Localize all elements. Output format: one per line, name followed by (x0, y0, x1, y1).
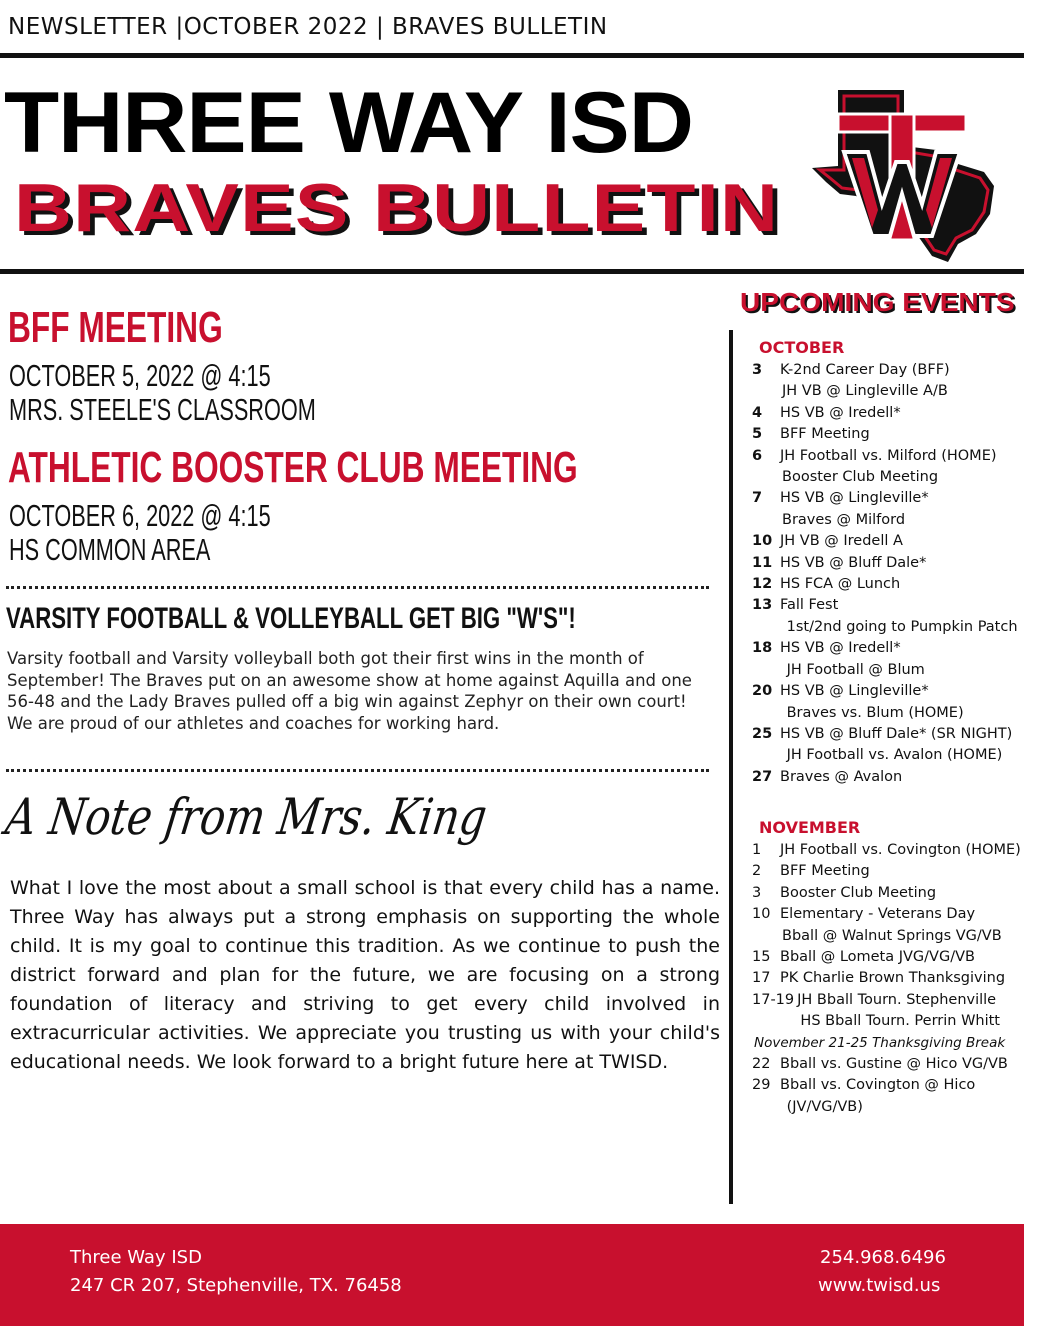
article-line: 56-48 and the Lady Braves pulled off a big win against Zephyr on their own court! (7, 692, 687, 711)
event-item (752, 724, 1038, 745)
event-day (752, 660, 780, 681)
footer (0, 1224, 1024, 1326)
event-item (752, 883, 1038, 904)
masthead-title: THREE WAY ISD (4, 75, 693, 171)
event-day (752, 926, 780, 947)
october-heading: OCTOBER (759, 338, 845, 357)
event-item (752, 531, 1038, 552)
event-text: HS Bball Tourn. Perrin Whitt (782, 1013, 1000, 1030)
footer-phone: 254.968.6496 (820, 1247, 946, 1268)
event-text: JH Football @ Blum (782, 661, 925, 678)
event-text: PK Charlie Brown Thanksgiving (780, 970, 1006, 987)
event-text: Braves @ Milford (782, 511, 906, 528)
event-day: 2 (752, 863, 762, 880)
note-title-script (2, 776, 588, 858)
column-divider (729, 330, 733, 1204)
event-text: 1st/2nd going to Pumpkin Patch (782, 618, 1018, 635)
event-item (752, 703, 1038, 724)
article-body (7, 648, 712, 734)
event-day (752, 381, 780, 402)
event-item (752, 638, 1038, 659)
event-item (752, 510, 1038, 531)
masthead-subtitle: BRAVES BULLETIN (14, 170, 780, 246)
bff-meeting-location: MRS. STEELE'S CLASSROOM (9, 392, 316, 427)
event-day (752, 1097, 780, 1118)
article-headline: VARSITY FOOTBALL & VOLLEYBALL GET BIG "W'S"! (6, 602, 576, 635)
footer-org: Three Way ISD (70, 1247, 202, 1268)
event-text: BFF Meeting (780, 426, 870, 443)
event-day: 10 (752, 906, 771, 923)
booster-meeting-location: HS COMMON AREA (9, 532, 211, 567)
event-text: Booster Club Meeting (782, 469, 939, 486)
event-text: Booster Club Meeting (780, 884, 937, 901)
event-item (752, 595, 1038, 616)
booster-meeting-title: ATHLETIC BOOSTER CLUB MEETING (8, 443, 578, 492)
event-day: 4 (752, 404, 763, 421)
event-item (752, 660, 1038, 681)
event-text: HS VB @ Bluff Dale* (SR NIGHT) (780, 725, 1013, 742)
event-day (752, 745, 780, 766)
article-line: We are proud of our athletes and coaches for working hard. (7, 713, 500, 733)
event-day (752, 467, 780, 488)
note-title-text: A Note from Mrs. King (2, 787, 588, 846)
event-text: Braves vs. Blum (HOME) (782, 704, 964, 721)
event-text: (JV/VG/VB) (782, 1098, 863, 1115)
event-day: 25 (752, 725, 773, 742)
event-day: 5 (752, 426, 763, 443)
footer-address: 247 CR 207, Stephenville, TX. 76458 (70, 1275, 402, 1296)
event-day: 17-19 (752, 991, 795, 1008)
article-line: Varsity football and Varsity volleyball both got their first wins in the month of (7, 649, 644, 668)
event-item (752, 926, 1038, 947)
event-text: JH VB @ Lingleville A/B (782, 383, 948, 400)
event-item (752, 360, 1038, 381)
event-text: JH Football vs. Covington (HOME) (780, 842, 1021, 858)
event-item (752, 1075, 1038, 1096)
event-text: Bball @ Walnut Springs VG/VB (782, 927, 1002, 944)
event-day: 7 (752, 490, 763, 507)
newsletter-label: NEWSLETTER |OCTOBER 2022 | BRAVES BULLETIN (8, 14, 608, 40)
event-item (752, 1054, 1038, 1075)
event-text: November 21-25 Thanksgiving Break (754, 1034, 1006, 1051)
november-events (752, 840, 1038, 1118)
event-text: HS VB @ Lingleville* (780, 683, 929, 700)
event-day: 27 (752, 768, 773, 785)
event-day: 20 (752, 683, 773, 700)
event-day: 12 (752, 576, 773, 593)
event-day: 13 (752, 597, 773, 614)
event-item (752, 424, 1038, 445)
footer-website[interactable]: www.twisd.us (818, 1275, 941, 1296)
event-item (752, 840, 1038, 861)
event-item (752, 446, 1038, 467)
article-line: September! The Braves put on an awesome show at home against Aquilla and one (7, 670, 692, 690)
event-day: 3 (752, 362, 763, 378)
event-text: Bball @ Lometa JVG/VG/VB (780, 949, 975, 966)
event-item (752, 861, 1038, 882)
event-day: 11 (752, 554, 773, 571)
section-divider-2 (6, 769, 709, 772)
event-day (752, 617, 780, 638)
event-day: 18 (752, 640, 773, 657)
event-item (752, 574, 1038, 595)
event-item (752, 968, 1038, 989)
event-text: K-2nd Career Day (BFF) (780, 362, 950, 378)
section-divider-1 (6, 586, 709, 589)
event-item (752, 617, 1038, 638)
event-item (752, 467, 1038, 488)
event-text: JH Bball Tourn. Stephenville (797, 991, 997, 1008)
event-day: 15 (752, 949, 771, 966)
event-day: 17 (752, 970, 771, 987)
event-text: HS FCA @ Lunch (780, 576, 901, 593)
event-item (752, 553, 1038, 574)
masthead-divider (0, 269, 1024, 274)
event-item (752, 1097, 1038, 1118)
event-text: Braves @ Avalon (780, 768, 903, 785)
booster-meeting-date: OCTOBER 6, 2022 @ 4:15 (9, 498, 271, 533)
note-title (2, 776, 588, 858)
event-day: 1 (752, 842, 762, 858)
event-item (752, 488, 1038, 509)
event-day: 6 (752, 447, 763, 464)
event-text: JH Football vs. Avalon (HOME) (782, 747, 1003, 764)
event-day: 10 (752, 533, 773, 550)
event-item (752, 904, 1038, 925)
event-text: Elementary - Veterans Day (780, 906, 976, 923)
october-events (752, 360, 1038, 788)
event-day: 29 (752, 1077, 771, 1094)
event-item (752, 745, 1038, 766)
event-day: 3 (752, 884, 762, 901)
bff-meeting-title: BFF MEETING (8, 303, 223, 352)
event-text: HS VB @ Iredell* (780, 404, 901, 421)
note-body: What I love the most about a small school is that every child has a name. Three Way has always put a strong emphasis on supporting the whole child. It is my goal to continue this tradition. As we continue to push the district forward and plan for the future, we are focusing on a strong foundation of literacy and striving to get every child involved in extracurricular activities. We appreciate you trusting us with your child's educational needs. We look forward to a bright future here at TWISD. (10, 877, 720, 1073)
twisd-logo (808, 86, 998, 266)
event-text: HS VB @ Iredell* (780, 640, 901, 657)
event-text: HS VB @ Bluff Dale* (780, 554, 927, 571)
event-day: 22 (752, 1056, 771, 1073)
event-item (752, 990, 1038, 1011)
event-day (752, 510, 780, 531)
upcoming-events-heading: UPCOMING EVENTS (740, 287, 1015, 317)
event-text: JH Football vs. Milford (HOME) (780, 447, 997, 464)
event-day (752, 703, 780, 724)
event-text: BFF Meeting (780, 863, 870, 880)
november-heading: NOVEMBER (759, 818, 861, 837)
bff-meeting-date: OCTOBER 5, 2022 @ 4:15 (9, 358, 271, 393)
event-item (752, 947, 1038, 968)
event-item (752, 1011, 1038, 1032)
event-item (752, 681, 1038, 702)
event-text: Fall Fest (780, 597, 839, 614)
event-item (752, 403, 1038, 424)
event-text: Bball vs. Gustine @ Hico VG/VB (780, 1056, 1008, 1073)
event-text: JH VB @ Iredell A (780, 533, 903, 550)
event-text: HS VB @ Lingleville* (780, 490, 929, 507)
event-item (752, 1033, 1038, 1054)
event-day (752, 1011, 780, 1032)
event-text: Bball vs. Covington @ Hico (780, 1077, 976, 1094)
event-item (752, 767, 1038, 788)
event-item (752, 381, 1038, 402)
top-divider (0, 53, 1024, 58)
texas-tw-logo-icon (808, 86, 998, 266)
